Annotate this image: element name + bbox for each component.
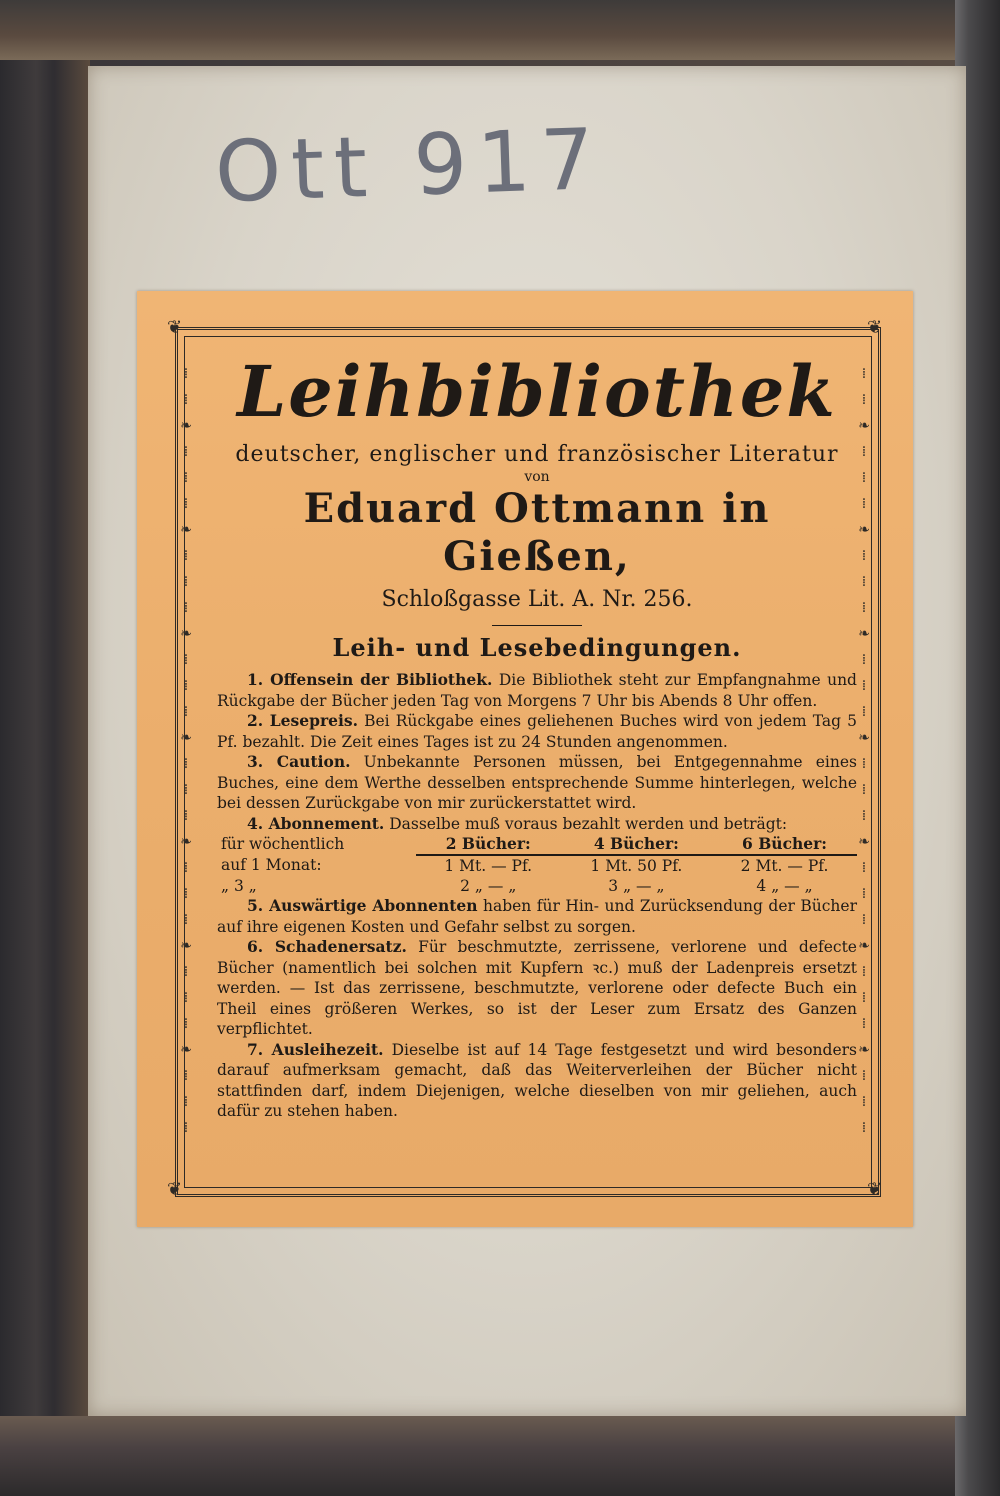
clause-4-text: Dasselbe muß voraus bezahlt werden und beträgt:	[389, 814, 788, 833]
conditions-heading: Leih- und Lesebedingungen.	[332, 633, 742, 662]
label-title: Leihbibliothek	[237, 350, 837, 433]
clause-3	[217, 752, 857, 814]
price-cell: 3 „ — „	[608, 877, 665, 895]
price-cell: 4 „ — „	[756, 877, 813, 895]
cover-top-edge	[0, 0, 1000, 60]
clause-5-title: 5. Auswärtige Abonnenten	[247, 896, 478, 915]
label-subtitle: deutscher, englischer und französischer Literatur	[235, 442, 839, 467]
publisher-name: Eduard Ottmann in Gießen,	[303, 485, 771, 580]
price-col-header: 4 Bücher:	[561, 834, 712, 855]
corner-ornament-icon: ❦	[167, 317, 183, 338]
clause-1-text: Die Bibliothek steht zur Empfangnahme und Rückgabe der Bücher jeden Tag von Morgens 7 Uhr bis Abends 8 Uhr offen.	[217, 671, 857, 710]
price-col-header: 2 Bücher:	[416, 834, 561, 855]
left-border-ornament-icon: ⁞ ⁞ ❧ ⁞ ⁞ ⁞ ❧ ⁞ ⁞ ⁞ ❧ ⁞ ⁞ ⁞ ❧ ⁞ ⁞ ⁞ ❧ ⁞ ⁞ ⁞ ❧ ⁞ ⁞ ⁞ ❧ ⁞ ⁞ ⁞	[180, 366, 192, 1136]
clause-6	[217, 937, 857, 1040]
subscription-price-table	[217, 834, 857, 896]
price-cell: 2 Mt. — Pf.	[740, 857, 829, 875]
price-table-header	[217, 834, 857, 855]
clause-7-text: Dieselbe ist auf 14 Tage festgesetzt und wird besonders darauf aufmerksam gemacht, daß das Weiterverleihen der Bücher nicht stattfinden darf, indem Diejenigen, welche dieselben von mir geliehen, auch dafür zu stehen haben.	[217, 1040, 857, 1120]
price-cell: 1 Mt. 50 Pf.	[590, 857, 683, 875]
clause-1	[217, 670, 857, 711]
corner-ornament-icon: ❦	[167, 1179, 183, 1200]
price-row-label: auf 1 Monat:	[221, 856, 322, 874]
right-border-ornament-icon: ⁞ ⁞ ❧ ⁞ ⁞ ⁞ ❧ ⁞ ⁞ ⁞ ❧ ⁞ ⁞ ⁞ ❧ ⁞ ⁞ ⁞ ❧ ⁞ ⁞ ⁞ ❧ ⁞ ⁞ ⁞ ❧ ⁞ ⁞ ⁞	[858, 366, 870, 1136]
price-row	[217, 876, 857, 896]
corner-ornament-icon: ❦	[867, 1179, 883, 1200]
clause-2	[217, 711, 857, 752]
clause-7	[217, 1040, 857, 1122]
clause-5-text: haben für Hin- und Zurücksendung der Bücher auf ihre eigenen Kosten und Gefahr selbst zu sorgen.	[217, 897, 857, 936]
price-row-label: „ 3 „	[221, 877, 257, 895]
clause-4-title: 4. Abonnement.	[247, 813, 385, 833]
corner-ornament-icon: ❦	[867, 317, 883, 338]
label-von: von	[524, 469, 550, 485]
label-content	[217, 351, 857, 1191]
divider-rule	[492, 625, 582, 626]
price-row	[217, 855, 857, 876]
price-row-header-label: für wöchentlich	[221, 835, 345, 853]
library-label	[137, 291, 913, 1227]
book-spine-edge	[0, 0, 90, 1496]
clause-4	[217, 814, 857, 835]
price-cell: 1 Mt. — Pf.	[444, 857, 533, 875]
publisher-address: Schloßgasse Lit. A. Nr. 256.	[381, 587, 693, 612]
clause-2-text: Bei Rückgabe eines geliehenen Buches wird von jedem Tag 5 Pf. bezahlt. Die Zeit eines Tages ist zu 24 Stunden angenommen.	[217, 712, 857, 751]
clause-6-title: 6. Schadenersatz.	[247, 937, 407, 956]
clause-3-text: Unbekannte Personen müssen, bei Entgegennahme eines Buches, eine dem Werthe desselben entsprechende Summe hinterlegen, welche bei dessen Zurückgabe von mir zurückerstattet wird.	[217, 753, 857, 812]
clause-1-title: 1. Offensein der Bibliothek.	[247, 670, 493, 689]
clause-6-text: Für beschmutzte, zerrissene, verlorene und defecte Bücher (namentlich bei solchen mit Kupfern ꝛc.) muß der Ladenpreis ersetzt werden. — Ist das zerrissene, beschmutzte, verlorene oder defecte Buch ein Theil eines größeren Werkes, so ist der Leser zum Ersatz des Ganzen verpflichtet.	[217, 938, 857, 1038]
clause-7-title: 7. Ausleihezeit.	[247, 1039, 384, 1059]
conditions-body	[217, 670, 857, 1122]
clause-5	[217, 896, 857, 937]
cover-bottom-edge	[0, 1416, 1000, 1496]
pencil-shelfmark: Ott 917	[213, 109, 606, 222]
price-col-header: 6 Bücher:	[712, 834, 857, 855]
clause-2-title: 2. Lesepreis.	[247, 711, 358, 730]
price-cell: 2 „ — „	[460, 877, 517, 895]
clause-3-title: 3. Caution.	[247, 752, 351, 771]
